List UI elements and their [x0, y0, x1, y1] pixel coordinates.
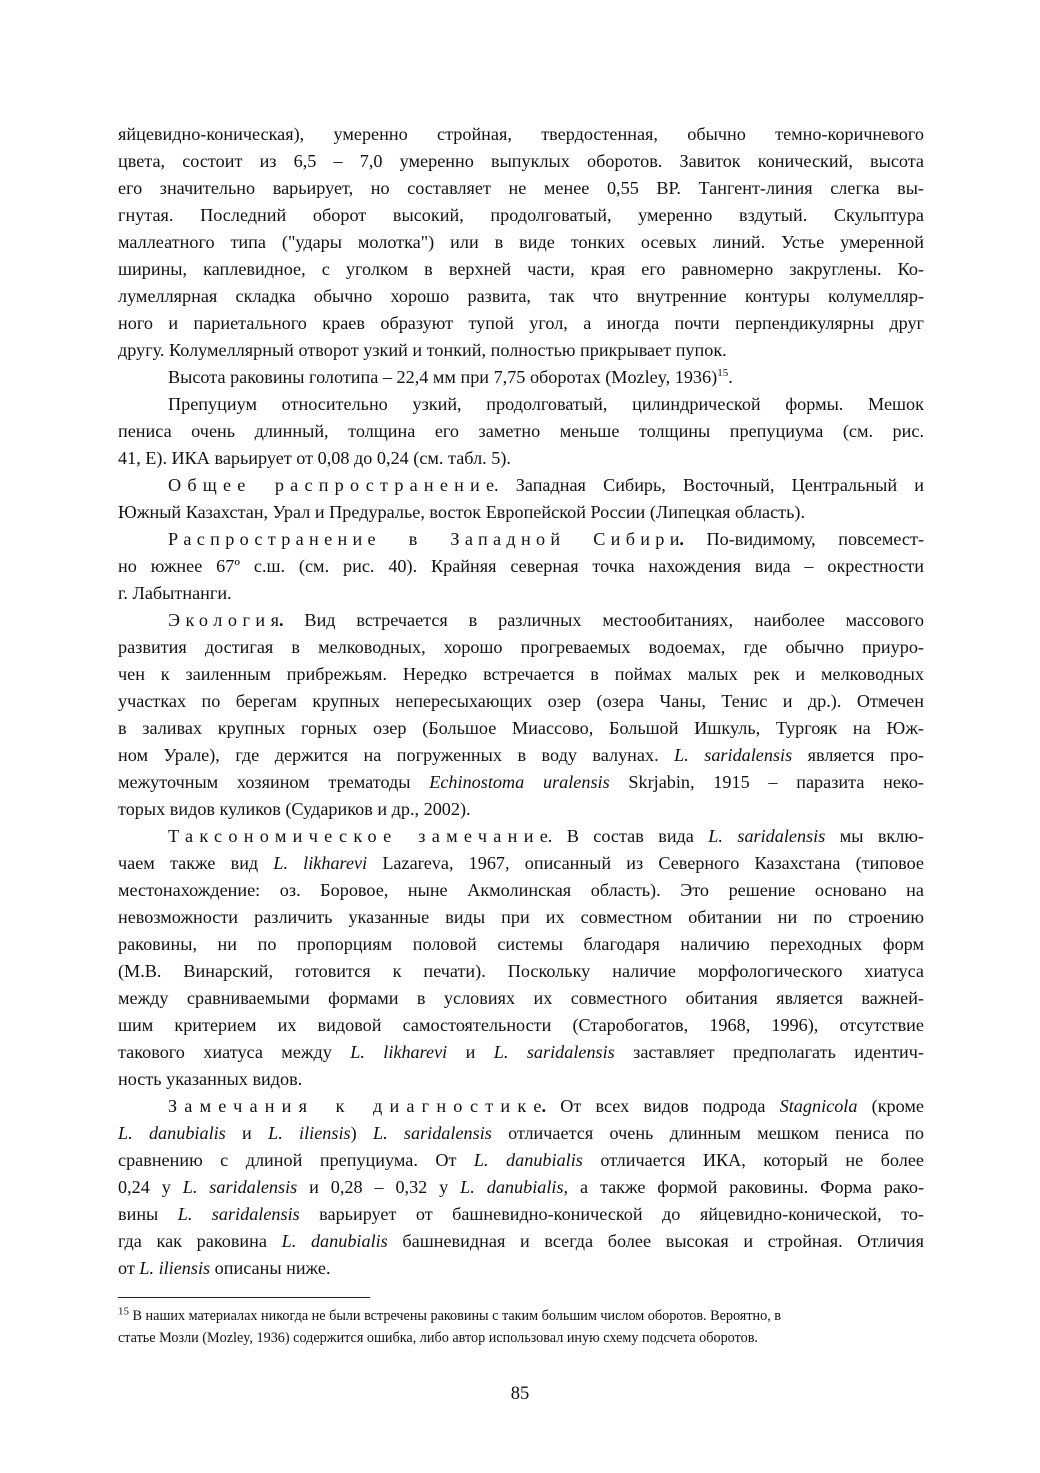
- text-line: пениса очень длинный, толщина его заметно меньше толщины препуциума (см. рис.: [118, 421, 924, 441]
- footnote-marker: 15: [118, 1305, 129, 1318]
- text-line: но южнее 67º с.ш. (см. рис. 40). Крайняя северная точка нахождения вида – окрестности: [118, 556, 924, 576]
- footnote: [118, 1305, 924, 1349]
- text-line: гнутая. Последний оборот высокий, продолговатый, умеренно вздутый. Скульптура: [118, 205, 924, 225]
- text-line: ширины, каплевидное, с уголком в верхней части, края его равномерно закруглены. Ко-: [118, 259, 924, 279]
- text-line: гда как раковина L. danubialis башневидная и всегда более высокая и стройная. Отличия: [118, 1231, 924, 1251]
- text-line: цвета, состоит из 6,5 – 7,0 умеренно выпуклых оборотов. Завиток конический, высота: [118, 151, 924, 171]
- text-line: L. danubialis и L. iliensis) L. saridalensis отличается очень длинным мешком пениса по: [118, 1123, 924, 1143]
- text-line: ном Урале), где держится на погруженных в воду валунах. L. saridalensis является про-: [118, 745, 924, 765]
- text-line: чен к заиленным прибрежьям. Нередко встречается в поймах малых рек и мелководных: [118, 664, 924, 684]
- text-line: маллеатного типа ("удары молотка") или в виде тонких осевых линий. Устье умеренной: [118, 232, 924, 252]
- text-line: от L. iliensis описаны ниже.: [118, 1258, 331, 1278]
- text-line: яйцевидно-коническая), умеренно стройная, твердостенная, обычно темно-коричневого: [118, 124, 924, 144]
- text-line: 41, Е). ИКА варьирует от 0,08 до 0,24 (см. табл. 5).: [118, 448, 511, 468]
- footnote-separator: [118, 1297, 370, 1298]
- text-line: сравнению с длиной препуциума. От L. danubialis отличается ИКА, который не более: [118, 1150, 924, 1170]
- text-line: ного и париетального краев образуют тупой угол, а иногда почти перпендикулярны друг: [118, 313, 924, 333]
- footnote-line-1: [118, 1305, 924, 1327]
- text-line: шим критерием их видовой самостоятельности (Старобогатов, 1968, 1996), отсутствие: [118, 1015, 924, 1035]
- text-line: Высота раковины голотипа – 22,4 мм при 7,75 оборотах (Mozley, 1936)$^{15}$.: [168, 366, 733, 387]
- text-line: такового хиатуса между L. likharevi и L. saridalensis заставляет предполагать идентич-: [118, 1042, 924, 1062]
- text-line: раковины, ни по пропорциям половой системы благодаря наличию переходных форм: [118, 934, 924, 954]
- text-line: вины L. saridalensis варьирует от башневидно-конической до яйцевидно-конической, то-: [118, 1204, 924, 1224]
- text-line: Южный Казахстан, Урал и Предуралье, восток Европейской России (Липецкая область).: [118, 502, 806, 522]
- text-line: между сравниваемыми формами в условиях их совместного обитания является важней-: [118, 988, 924, 1008]
- footnote-line-2: статье Мозли (Mozley, 1936) содержится ошибка, либо автор использовал иную схему подсчета оборотов.: [118, 1330, 758, 1346]
- page-number: 85: [510, 1384, 530, 1404]
- text-line: в заливах крупных горных озер (Большое Миассово, Большой Ишкуль, Тургояк на Юж-: [118, 718, 924, 738]
- text-line: (М.В. Винарский, готовится к печати). Поскольку наличие морфологического хиатуса: [118, 961, 924, 981]
- text-line: развития достигая в мелководных, хорошо прогреваемых водоемах, где обычно приуро-: [118, 637, 924, 657]
- text-line: Таксономическое замечание. В состав вида L. saridalensis мы вклю-: [168, 826, 924, 846]
- text-line: участках по берегам крупных непересыхающих озер (озера Чаны, Тенис и др.). Отмечен: [118, 691, 924, 711]
- text-line: ность указанных видов.: [118, 1069, 303, 1089]
- text-line: межуточным хозяином трематоды Echinostoma uralensis Skrjabin, 1915 – паразита неко-: [118, 772, 924, 792]
- text-line: торых видов куликов (Судариков и др., 2002).: [118, 799, 471, 819]
- text-line: г. Лабытнанги.: [118, 583, 232, 603]
- footnote-text-1: В наших материалах никогда не были встречены раковины с таким большим числом оборотов. Вероятно, в: [129, 1308, 781, 1324]
- text-line: местонахождение: оз. Боровое, ныне Акмолинская область). Это решение основано на: [118, 880, 924, 900]
- body-text: [118, 121, 924, 1282]
- text-line: 0,24 у L. saridalensis и 0,28 – 0,32 у L. danubialis, а также формой раковины. Форма рако-: [118, 1177, 924, 1197]
- text-line: другу. Колумеллярный отворот узкий и тонкий, полностью прикрывает пупок.: [118, 340, 727, 360]
- text-line: Общее распространение. Западная Сибирь, Восточный, Центральный и: [168, 475, 924, 495]
- text-line: лумеллярная складка обычно хорошо развита, так что внутренние контуры колумелляр-: [118, 286, 924, 306]
- text-line: Препуциум относительно узкий, продолговатый, цилиндрической формы. Мешок: [168, 394, 924, 414]
- text-line: невозможности различить указанные виды при их совместном обитании ни по строению: [118, 907, 924, 927]
- text-line: чаем также вид L. likharevi Lazareva, 1967, описанный из Северного Казахстана (типовое: [118, 853, 924, 873]
- text-line: Замечания к диагностике. От всех видов подрода Stagnicola (кроме: [168, 1096, 924, 1116]
- text-line: Экология. Вид встречается в различных местообитаниях, наиболее массового: [168, 610, 924, 630]
- text-line: Распространение в Западной Сибири. По-видимому, повсемест-: [168, 529, 924, 549]
- text-line: его значительно варьирует, но составляет не менее 0,55 ВР. Тангент-линия слегка вы-: [118, 178, 924, 198]
